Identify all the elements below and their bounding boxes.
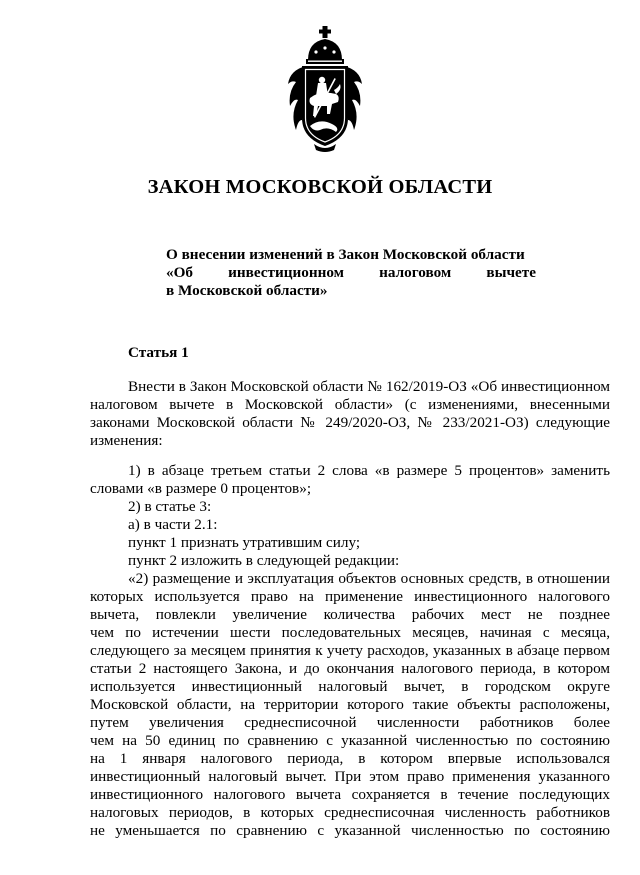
moscow-oblast-coat-of-arms-icon bbox=[284, 26, 366, 154]
text-line: вычета, повлекли увеличение количества рабочих мест не позднее bbox=[90, 606, 610, 623]
subtitle-line: «Об инвестиционном налоговом вычете bbox=[166, 264, 536, 281]
text-line: 1) в абзаце третьем статьи 2 слова «в размере 5 процентов» заменить bbox=[128, 462, 610, 479]
text-line: путем увеличения среднесписочной численности работников более bbox=[90, 714, 610, 731]
text-line: пункт 2 изложить в следующей редакции: bbox=[128, 552, 400, 569]
text-line: инвестиционный налоговый вычет. При этом право применения указанного bbox=[90, 768, 610, 785]
text-line: налоговых периодов, в которых среднесписочная численность работников bbox=[90, 804, 610, 821]
text-line: пункт 1 признать утратившим силу; bbox=[128, 534, 361, 551]
law-subtitle bbox=[166, 246, 536, 300]
text-line: не уменьшается по сравнению с указанной численностью по состоянию bbox=[90, 822, 610, 839]
text-line: законами Московской области № 249/2020-ОЗ, № 233/2021-ОЗ) следующие bbox=[90, 414, 610, 431]
law-title: ЗАКОН МОСКОВСКОЙ ОБЛАСТИ bbox=[147, 176, 493, 198]
text-line: на 1 января налогового периода, в котором впервые использовался bbox=[90, 750, 610, 767]
text-line: следующего за месяцем принятия к учету расходов, указанных в абзаце первом bbox=[90, 642, 610, 659]
article-heading: Статья 1 bbox=[128, 344, 189, 361]
text-line: инвестиционного налогового вычета сохраняется в течение последующих bbox=[90, 786, 610, 803]
text-line: словами «в размере 0 процентов»; bbox=[90, 480, 312, 497]
subtitle-line: в Московской области» bbox=[166, 282, 328, 299]
text-line: «2) размещение и эксплуатация объектов основных средств, в отношении bbox=[128, 570, 610, 587]
text-line: которых используется право на применение инвестиционного налогового bbox=[90, 588, 610, 605]
text-line: 2) в статье 3: bbox=[128, 498, 212, 515]
text-line: статьи 2 настоящего Закона, и до окончания налогового периода, в котором bbox=[90, 660, 610, 677]
text-line: налоговом вычете в Московской области» (с изменениями, внесенными bbox=[90, 396, 610, 413]
text-line: чем на 50 единиц по сравнению с указанной численностью по состоянию bbox=[90, 732, 610, 749]
text-line: используется инвестиционный налоговый вычет, в городском округе bbox=[90, 678, 610, 695]
subtitle-line: О внесении изменений в Закон Московской области bbox=[166, 246, 525, 263]
paragraph-intro bbox=[90, 378, 610, 450]
text-line: а) в части 2.1: bbox=[128, 516, 218, 533]
text-line: Внести в Закон Московской области № 162/2019-ОЗ «Об инвестиционном bbox=[128, 378, 610, 395]
text-line: чем по истечении шести последовательных месяцев, начиная с месяца, bbox=[90, 624, 610, 641]
text-line: изменения: bbox=[90, 432, 163, 449]
text-line: Московской области, на территории которого такие объекты расположены, bbox=[90, 696, 610, 713]
paragraph-changes bbox=[90, 462, 610, 840]
